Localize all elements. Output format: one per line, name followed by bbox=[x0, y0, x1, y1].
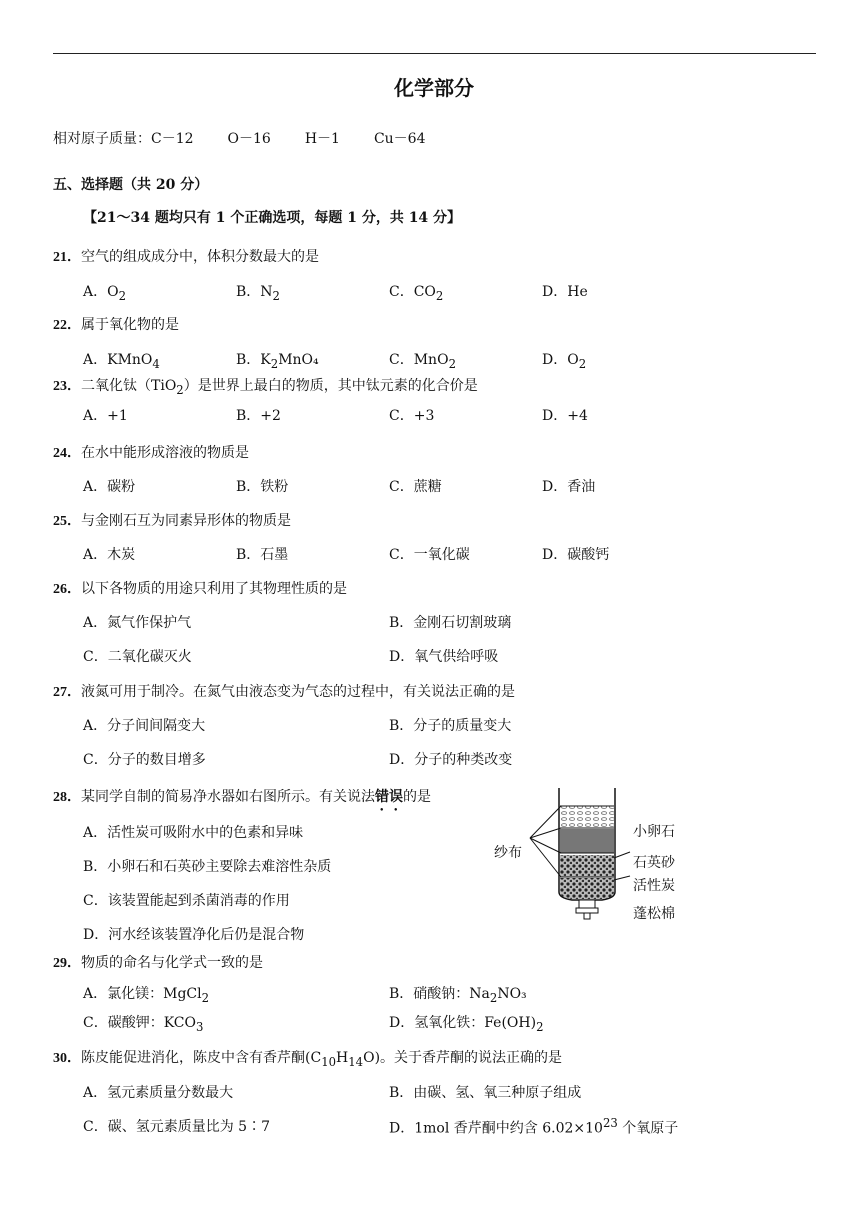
option-b: B．铁粉 bbox=[236, 479, 289, 495]
cotton-label: 蓬松棉 bbox=[633, 906, 675, 922]
option-c: C．分子的数目增多 bbox=[83, 752, 206, 768]
option-a: A．$O_2$ bbox=[83, 284, 127, 303]
option-b: B．金刚石切割玻璃 bbox=[389, 615, 512, 631]
question-text: 属于氧化物的是 bbox=[81, 317, 179, 333]
section-heading: 五、选择题（共 20 分） bbox=[53, 177, 209, 193]
option-a: A．氯化镁：MgCl$_2$ bbox=[83, 986, 210, 1005]
question-stem: 29．物质的命名与化学式一致的是 bbox=[53, 955, 263, 971]
option-a: A．氮气作保护气 bbox=[83, 615, 192, 631]
question-number: 24． bbox=[53, 446, 81, 461]
question-stem: 23．二氧化钛（TiO$_2$）是世界上最白的物质，其中钛元素的化合价是 bbox=[53, 378, 478, 397]
quartz-sand-layer bbox=[560, 829, 614, 853]
question-stem: 27．液氮可用于制冷。在氮气由液态变为气态的过程中，有关说法正确的是 bbox=[53, 684, 515, 700]
option-a: A．分子间间隔变大 bbox=[83, 718, 206, 734]
option-a: A．活性炭可吸附水中的色素和异味 bbox=[83, 825, 304, 841]
gauze-label: 纱布 bbox=[494, 845, 522, 861]
option-c: C．蔗糖 bbox=[389, 479, 442, 495]
option-d: D．1mol 香芹酮中约含 $6.02\times 10^{23}$ 个氧原子 bbox=[389, 1116, 679, 1137]
question-number: 23． bbox=[53, 379, 81, 394]
option-c: C．该装置能起到杀菌消毒的作用 bbox=[83, 893, 290, 909]
question-number: 27． bbox=[53, 685, 81, 700]
section-instruction: 【21～34 题均只有 1 个正确选项，每题 1 分，共 14 分】 bbox=[83, 210, 462, 226]
option-d: D．分子的种类改变 bbox=[389, 752, 513, 768]
atomic-mass-item: O－16 bbox=[227, 131, 271, 147]
quartz-sand-label: 石英砂 bbox=[633, 855, 675, 871]
question-stem: 24．在水中能形成溶液的物质是 bbox=[53, 445, 249, 461]
option-d: D．香油 bbox=[542, 479, 596, 495]
pebble-layer bbox=[560, 806, 614, 828]
question-number: 29． bbox=[53, 956, 81, 971]
water-filter-figure bbox=[488, 780, 698, 930]
option-c: C．二氧化碳灭火 bbox=[83, 649, 192, 665]
question-number: 30． bbox=[53, 1051, 81, 1066]
header-rule bbox=[53, 53, 816, 54]
question-stem: 26．以下各物质的用途只利用了其物理性质的是 bbox=[53, 581, 347, 597]
atomic-mass-item: H－1 bbox=[304, 131, 340, 147]
atomic-mass-item: C－12 bbox=[151, 131, 194, 147]
activated-carbon-layer bbox=[560, 855, 614, 877]
question-number: 22． bbox=[53, 318, 81, 333]
emphasis-word: 错误 bbox=[375, 789, 403, 805]
option-c: C．$CO_2$ bbox=[389, 284, 444, 303]
question-stem bbox=[53, 246, 319, 266]
question-stem bbox=[53, 314, 179, 334]
option-a: A．+1 bbox=[83, 408, 128, 424]
option-a: A．木炭 bbox=[83, 547, 136, 563]
option-b: B．石墨 bbox=[236, 547, 289, 563]
option-b: B．$N_2$ bbox=[236, 284, 280, 303]
page-title: 化学部分 bbox=[394, 76, 474, 100]
option-d: D．He bbox=[542, 284, 588, 300]
option-d: D．+4 bbox=[542, 408, 588, 424]
question-number: 21． bbox=[53, 250, 81, 265]
option-c: C．碳酸钾：$KCO_3$ bbox=[83, 1015, 204, 1034]
atomic-masses-label: 相对原子质量： bbox=[53, 131, 151, 147]
option-d: D．河水经该装置净化后仍是混合物 bbox=[83, 927, 305, 943]
option-b: B．小卵石和石英砂主要除去难溶性杂质 bbox=[83, 859, 332, 875]
option-b: B．+2 bbox=[236, 408, 281, 424]
option-a: A．KMnO$_4$ bbox=[83, 352, 160, 371]
question-stem: 25．与金刚石互为同素异形体的物质是 bbox=[53, 513, 291, 529]
option-a: A．氢元素质量分数最大 bbox=[83, 1085, 234, 1101]
pebble-label: 小卵石 bbox=[633, 824, 675, 840]
option-b: B．$K_2MnO_4$ bbox=[236, 352, 319, 371]
activated-carbon-label: 活性炭 bbox=[633, 878, 675, 894]
cotton-layer bbox=[560, 878, 614, 899]
question-number: 25． bbox=[53, 514, 81, 529]
option-d: D．氧气供给呼吸 bbox=[389, 649, 499, 665]
question-number: 26． bbox=[53, 582, 81, 597]
option-a: A．碳粉 bbox=[83, 479, 136, 495]
option-d: D．碳酸钙 bbox=[542, 547, 610, 563]
atomic-mass-item: Cu－64 bbox=[373, 131, 426, 147]
option-d: D．氢氧化铁：$Fe(OH)_2$ bbox=[389, 1015, 544, 1034]
option-b: B．由碳、氢、氧三种原子组成 bbox=[389, 1085, 582, 1101]
option-b: B．硝酸钠：$Na_2NO_3$ bbox=[389, 986, 527, 1005]
question-stem: 28．某同学自制的简易净水器如右图所示。有关说法错误的是 bbox=[53, 789, 431, 805]
option-c: C．一氧化碳 bbox=[389, 547, 470, 563]
option-d: D．$O_2$ bbox=[542, 352, 587, 371]
question-number: 28． bbox=[53, 790, 81, 805]
question-text: 空气的组成成分中，体积分数最大的是 bbox=[81, 249, 319, 265]
option-c: C．碳、氢元素质量比为 5∶7 bbox=[83, 1119, 270, 1135]
option-c: C．MnO$_2$ bbox=[389, 352, 456, 371]
option-c: C．+3 bbox=[389, 408, 435, 424]
option-b: B．分子的质量变大 bbox=[389, 718, 512, 734]
question-stem: 30．陈皮能促进消化，陈皮中含有香芹酮$(C_{10}H_{14}O)$。关于香芹酮的说法正确的是 bbox=[53, 1050, 563, 1069]
atomic-masses bbox=[53, 128, 460, 148]
